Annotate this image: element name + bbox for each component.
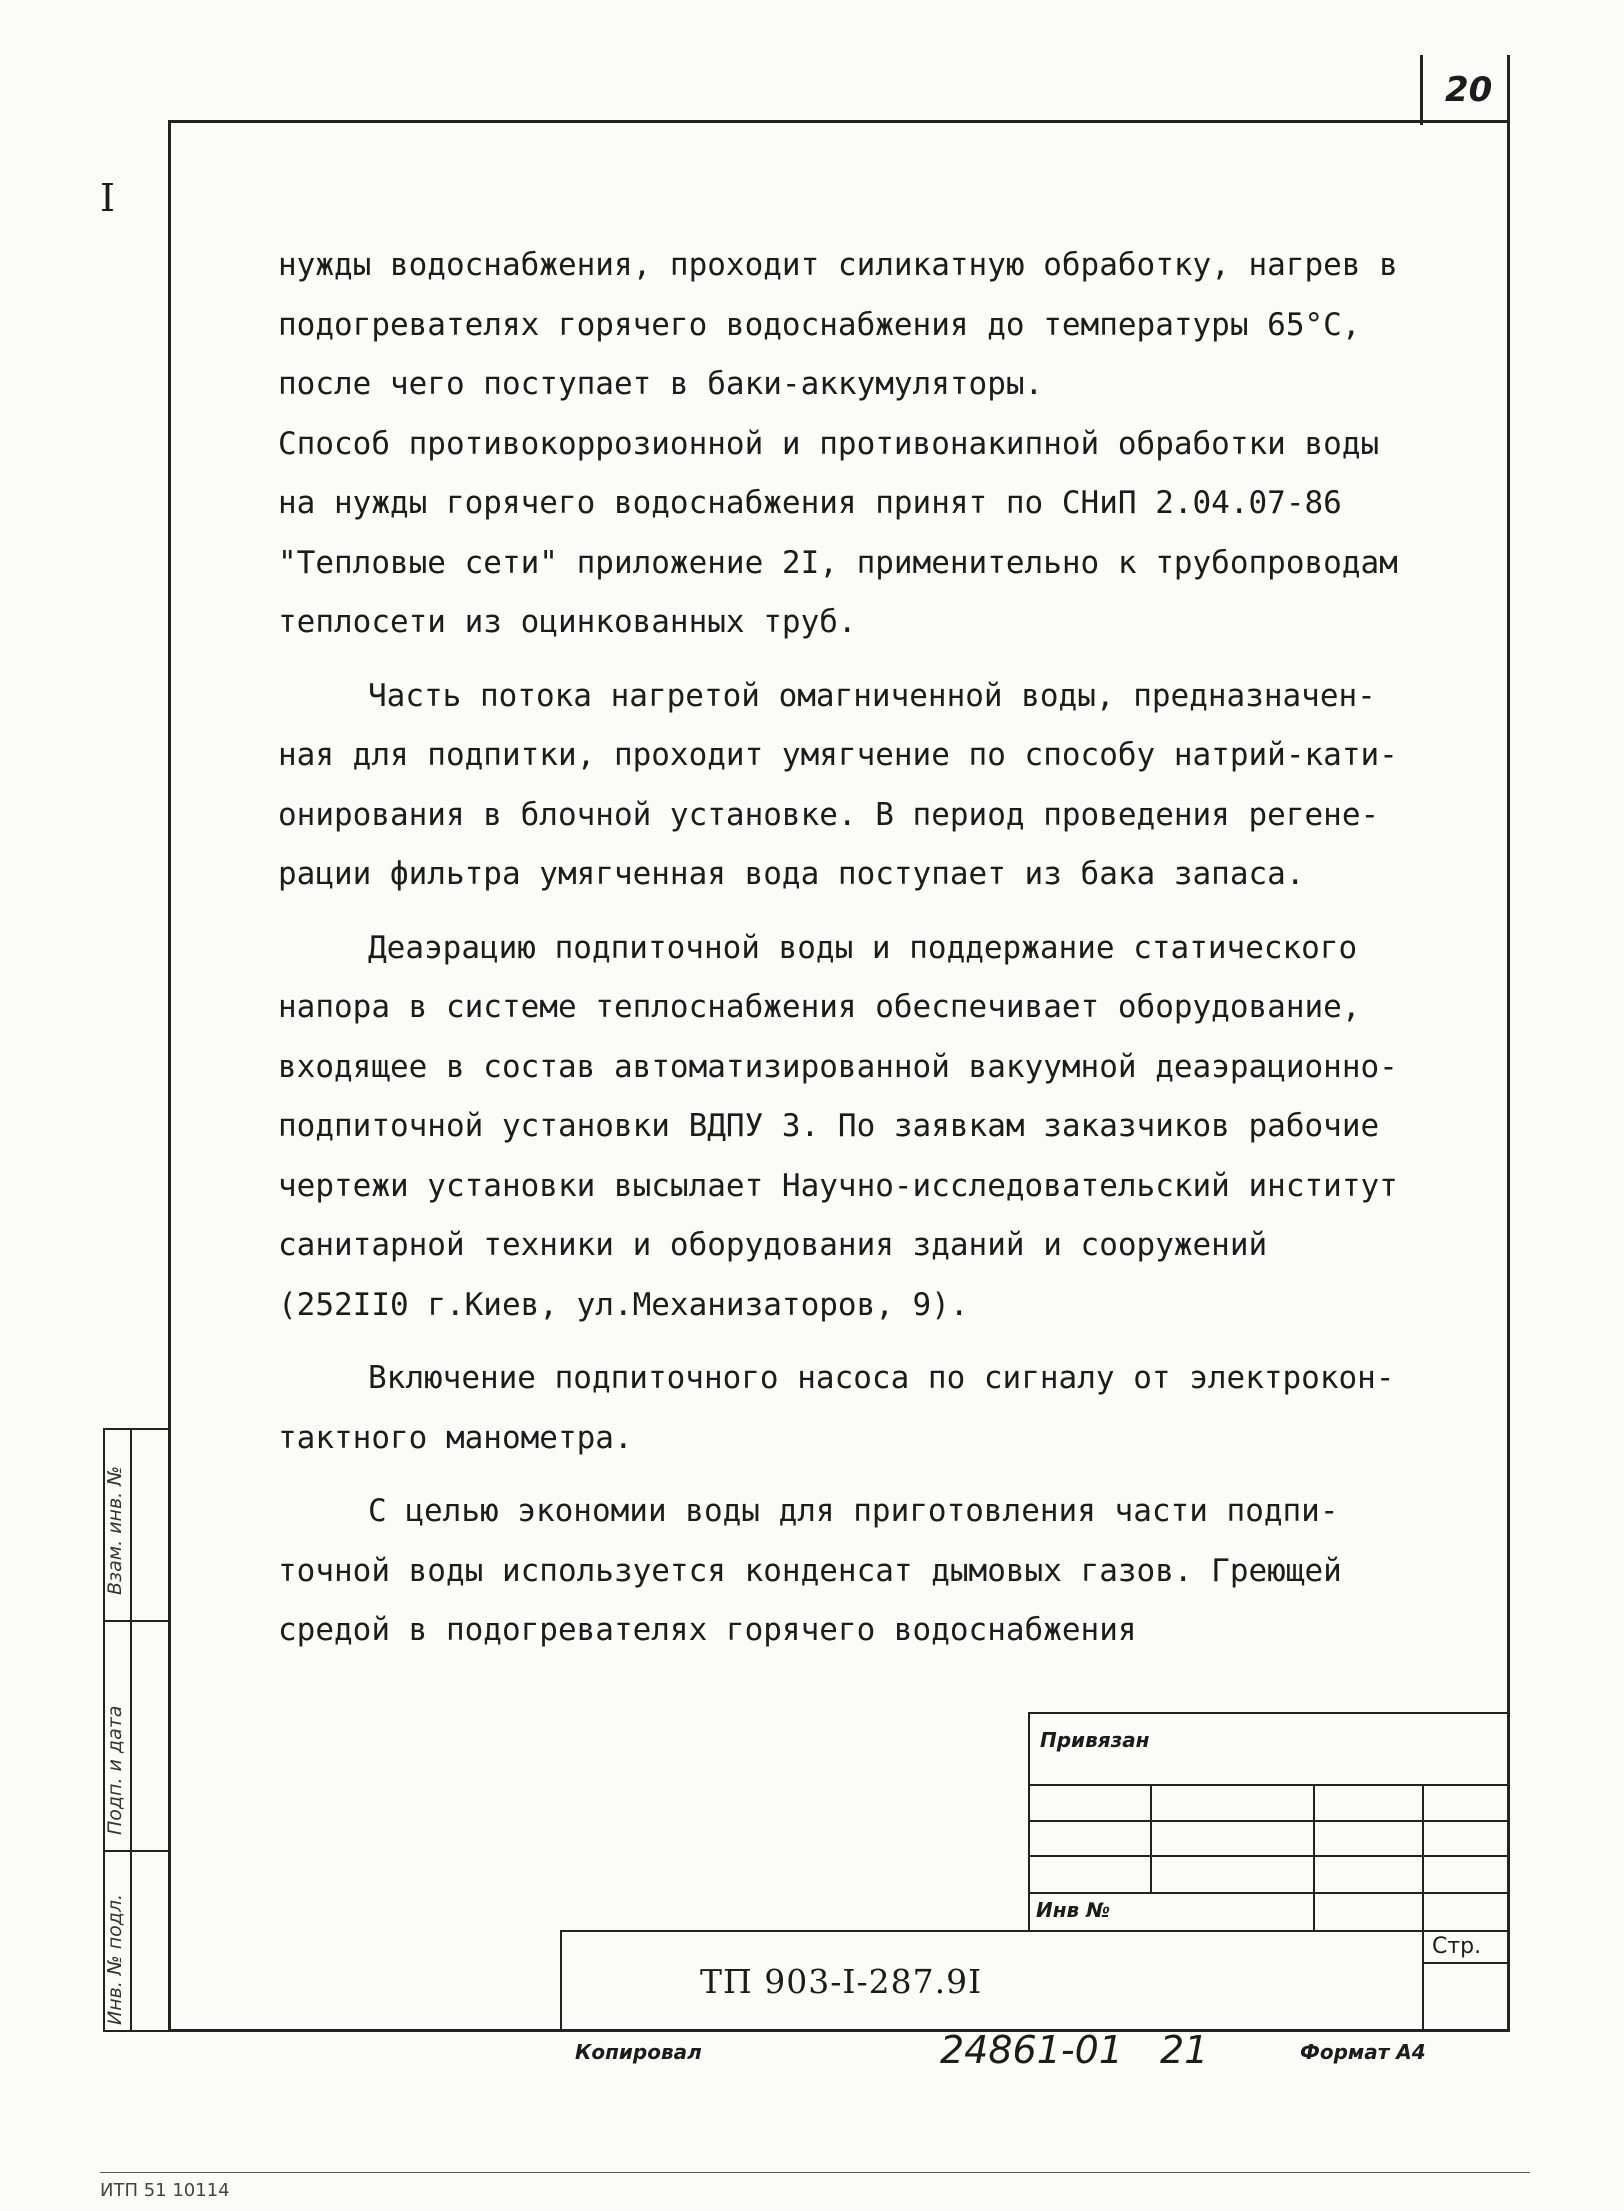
- bottom-line: [100, 2172, 1530, 2173]
- title-block-top: [1028, 1712, 1510, 1714]
- text-line: напора в системе теплоснабжения обеспечивает оборудование,: [278, 989, 1361, 1025]
- text-line: подпиточной установки ВДПУ 3. По заявкам заказчиков рабочие: [278, 1108, 1380, 1144]
- text-line: чертежи установки высылает Научно-исследовательский институт: [278, 1167, 1398, 1204]
- paragraph: [278, 236, 1408, 415]
- paragraph: [278, 1349, 1408, 1468]
- paragraph-gap: [278, 1468, 1408, 1482]
- text-line: входящее в состав автоматизированной вакуумной деаэрационно-: [278, 1048, 1398, 1085]
- text-line: Способ противокоррозионной и противонакипной обработки воды: [278, 425, 1380, 462]
- text-line: после чего поступает в баки-аккумуляторы.: [278, 366, 1044, 402]
- title-block-row-4: [1028, 1892, 1510, 1894]
- page-label: Стр.: [1432, 1934, 1482, 1959]
- code-block-top: [560, 1930, 1510, 1932]
- paragraph-gap: [278, 905, 1408, 919]
- text-line: Включение подпиточного насоса по сигналу от электрокон-: [368, 1360, 1395, 1396]
- code-block-left: [560, 1930, 562, 2032]
- text-line: средой в подогревателях горячего водоснабжения: [278, 1612, 1137, 1648]
- format-label: Формат А4: [1300, 2040, 1426, 2064]
- side-stamp-divider-1: [103, 1428, 168, 1430]
- side-stamp-divider-4: [103, 2030, 168, 2032]
- doc-code: ТП 903-I-287.9I: [700, 1962, 983, 2001]
- title-block-row-3: [1028, 1855, 1510, 1857]
- text-line: нужды водоснабжения, проходит силикатную обработку, нагрев в: [278, 247, 1398, 283]
- text-line: ная для подпитки, проходит умягчение по способу натрий-кати-: [278, 737, 1398, 773]
- text-line: С целью экономии воды для приготовления части подпи-: [368, 1493, 1339, 1529]
- text-line: (252II0 г.Киев, ул.Механизаторов, 9).: [278, 1286, 969, 1323]
- text-line: Деаэрацию подпиточной воды и поддержание статического: [368, 929, 1358, 966]
- text-line: теплосети из оцинкованных труб.: [278, 604, 857, 640]
- title-block-col-2: [1313, 1784, 1315, 1930]
- copied-label: Копировал: [575, 2040, 702, 2064]
- side-mark: I: [100, 176, 116, 220]
- paragraph-gap: [278, 653, 1408, 667]
- text-line: рации фильтра умягченная вода поступает из бака запаса.: [278, 856, 1305, 892]
- paragraph: [278, 667, 1408, 905]
- text-line: санитарной техники и оборудования зданий и сооружений: [278, 1227, 1268, 1263]
- title-block-col-3: [1422, 1784, 1424, 2032]
- paragraph: [278, 919, 1408, 1336]
- paragraph: [278, 1482, 1408, 1661]
- text-line: тактного манометра.: [278, 1419, 633, 1456]
- text-line: на нужды горячего водоснабжения принят по СНиП 2.04.07-86: [278, 485, 1342, 521]
- text-line: Часть потока нагретой омагниченной воды, предназначен-: [368, 677, 1376, 714]
- paragraph-gap: [278, 1335, 1408, 1349]
- text-line: точной воды используется конденсат дымовых газов. Греющей: [278, 1552, 1342, 1589]
- title-block-col-1: [1150, 1784, 1152, 1892]
- handwritten-page: 21: [1160, 2028, 1209, 2072]
- side-stamp-label-3: Инв. № подл.: [104, 1893, 126, 2025]
- handwritten-number: 24861-01: [940, 2028, 1123, 2072]
- page-cell-divider: [1422, 1962, 1510, 1964]
- body-text: [278, 236, 1408, 1661]
- text-line: онирования в блочной установке. В период проведения регене-: [278, 796, 1380, 833]
- title-block-row-1: [1028, 1784, 1510, 1786]
- paragraph: [278, 415, 1408, 653]
- side-stamp-label-1: Взам. инв. №: [104, 1465, 126, 1595]
- title-block-row-2: [1028, 1820, 1510, 1822]
- privyazan-label: Привязан: [1040, 1728, 1150, 1752]
- page-number: 20: [1445, 70, 1493, 110]
- bottom-code: ИТП 51 10114: [100, 2180, 230, 2201]
- side-stamp-divider-3: [103, 1850, 168, 1852]
- text-line: подогревателях горячего водоснабжения до температуры 65°С,: [278, 306, 1361, 343]
- side-stamp-label-2: Подп. и дата: [104, 1705, 126, 1835]
- inv-label: Инв №: [1036, 1898, 1111, 1922]
- side-stamp-divider-2: [103, 1620, 168, 1622]
- text-line: "Тепловые сети" приложение 2I, применительно к трубопроводам: [278, 544, 1398, 581]
- side-stamp-line-mid: [130, 1428, 132, 2032]
